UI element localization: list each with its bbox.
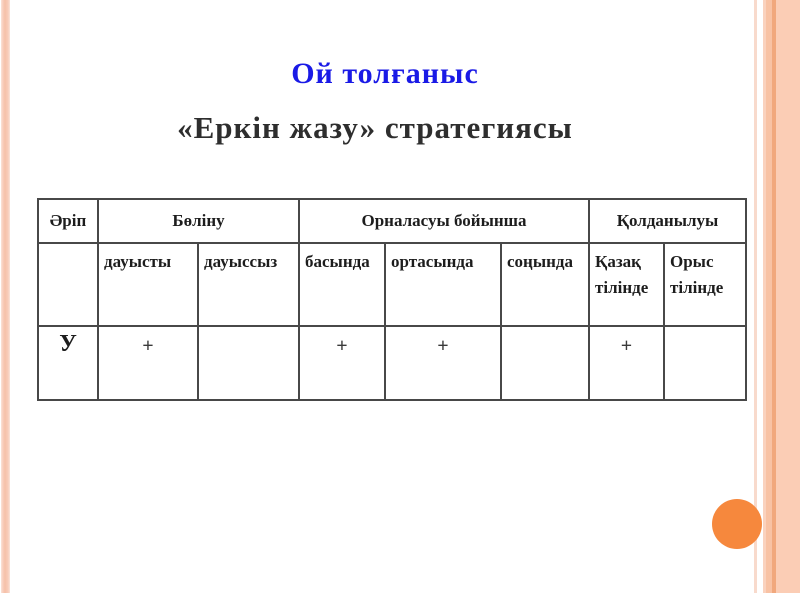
cell-russian-mark (664, 326, 746, 400)
header-position: Орналасуы бойынша (299, 199, 589, 243)
header-letter: Әріп (38, 199, 98, 243)
header-usage: Қолданылуы (589, 199, 746, 243)
subheader-empty (38, 243, 98, 326)
subheader-russian-lang: Орыс тілінде (664, 243, 746, 326)
table-group-header-row (38, 199, 746, 243)
subheader-at-end: соңында (501, 243, 589, 326)
slide-subtitle: «Еркін жазу» стратегиясы (177, 110, 573, 145)
subheader-consonant: дауыссыз (198, 243, 299, 326)
cell-consonant-mark (198, 326, 299, 400)
subheader-at-start: басында (299, 243, 385, 326)
subheader-kazakh-lang: Қазақ тілінде (589, 243, 664, 326)
cell-letter: У (38, 326, 98, 400)
accent-circle (712, 499, 762, 549)
subheader-in-middle: ортасында (385, 243, 501, 326)
letter-analysis-table (37, 198, 747, 401)
cell-start-mark: + (299, 326, 385, 400)
table-data-row (38, 326, 746, 400)
cell-vowel-mark: + (98, 326, 198, 400)
header-division: Бөліну (98, 199, 299, 243)
slide-title: Ой толғаныс (291, 57, 479, 90)
cell-end-mark (501, 326, 589, 400)
cell-kazakh-mark: + (589, 326, 664, 400)
cell-middle-mark: + (385, 326, 501, 400)
subheader-vowel: дауысты (98, 243, 198, 326)
table-sub-header-row (38, 243, 746, 326)
